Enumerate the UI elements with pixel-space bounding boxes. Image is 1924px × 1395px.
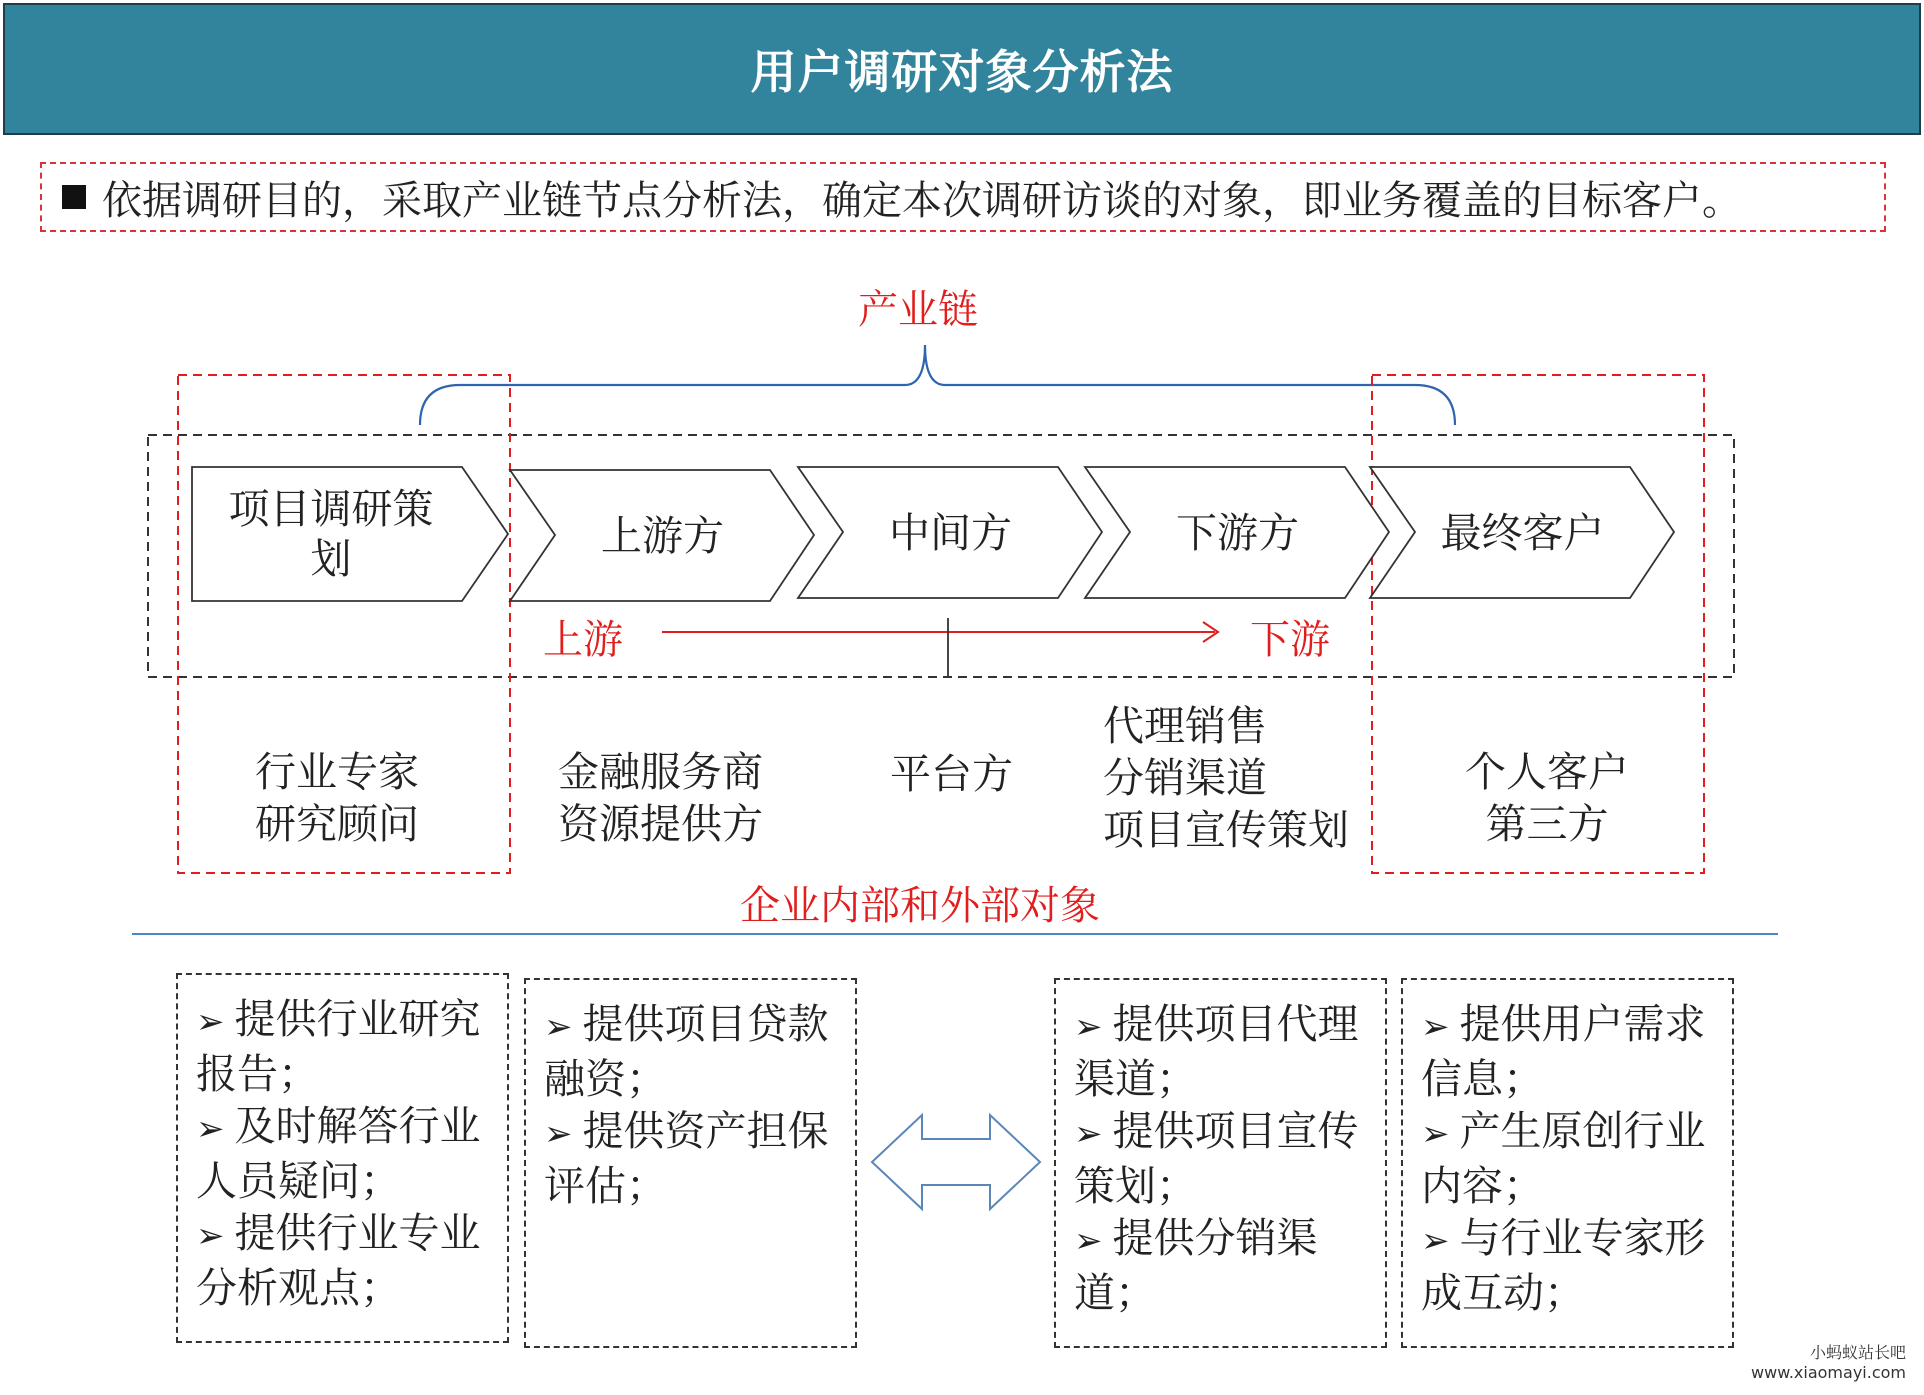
flow-start-label: 上游 [543, 617, 623, 663]
role-item: ➢ 提供项目贷款融资； [544, 1000, 829, 1103]
footer-watermark [1751, 1343, 1906, 1383]
stage-label-1: 项目调研策划 [228, 485, 434, 583]
arrow-bullet-icon: ➢ [1421, 1114, 1450, 1154]
arrow-bullet-icon: ➢ [196, 1109, 225, 1149]
stage-label-2: 上游方 [601, 511, 724, 560]
arrow-bullet-icon: ➢ [1421, 1007, 1450, 1047]
arrow-bullet-icon: ➢ [544, 1114, 573, 1154]
role-item: ➢ 提供行业研究报告； [196, 995, 481, 1098]
role-item: ➢ 提供行业专业分析观点； [196, 1209, 481, 1312]
role-box-2 [524, 978, 857, 1348]
role-item: ➢ 提供资产担保评估； [544, 1107, 829, 1210]
arrow-bullet-icon: ➢ [1074, 1114, 1103, 1154]
footer-site: 小蚂蚁站长吧 [1809, 1343, 1906, 1362]
arrow-bullet-icon: ➢ [196, 1216, 225, 1256]
role-box-4 [1401, 978, 1734, 1348]
footer-url: www.xiaomayi.com [1751, 1363, 1906, 1382]
participant-4: 代理销售 分销渠道 项目宣传策划 [1103, 702, 1349, 854]
intro-text: 依据调研目的，采取产业链节点分析法，确定本次调研访谈的对象，即业务覆盖的目标客户。 [102, 177, 1742, 224]
stage-label-4: 下游方 [1176, 508, 1299, 557]
chain-brace [420, 345, 1455, 425]
role-item: ➢ 提供项目宣传策划； [1074, 1107, 1359, 1210]
role-item: ➢ 产生原创行业内容； [1421, 1107, 1706, 1210]
double-arrow-icon [872, 1115, 1040, 1209]
arrow-bullet-icon: ➢ [544, 1007, 573, 1047]
participant-5: 个人客户 第三方 [1465, 748, 1629, 848]
stage-label-3: 中间方 [889, 508, 1012, 557]
page-title: 用户调研对象分析法 [750, 45, 1174, 99]
role-item: ➢ 提供用户需求信息； [1421, 1000, 1706, 1103]
participant-1: 行业专家 研究顾问 [255, 748, 419, 848]
role-item: ➢ 与行业专家形成互动； [1421, 1214, 1706, 1317]
chain-label: 产业链 [858, 287, 978, 333]
flow-end-label: 下游 [1250, 617, 1330, 663]
role-box-3 [1054, 978, 1387, 1348]
arrow-bullet-icon: ➢ [1421, 1221, 1450, 1261]
arrow-bullet-icon: ➢ [196, 1002, 225, 1042]
role-item: ➢ 及时解答行业人员疑问； [196, 1102, 481, 1205]
role-item: ➢ 提供项目代理渠道； [1074, 1000, 1359, 1103]
participant-2: 金融服务商 资源提供方 [558, 748, 763, 848]
participant-3: 平台方 [890, 750, 1013, 798]
role-box-1 [176, 973, 509, 1343]
section-label: 企业内部和外部对象 [740, 883, 1100, 929]
role-item: ➢ 提供分销渠道； [1074, 1214, 1318, 1317]
arrow-bullet-icon: ➢ [1074, 1221, 1103, 1261]
arrow-bullet-icon: ➢ [1074, 1007, 1103, 1047]
stage-label-5: 最终客户 [1440, 508, 1605, 557]
